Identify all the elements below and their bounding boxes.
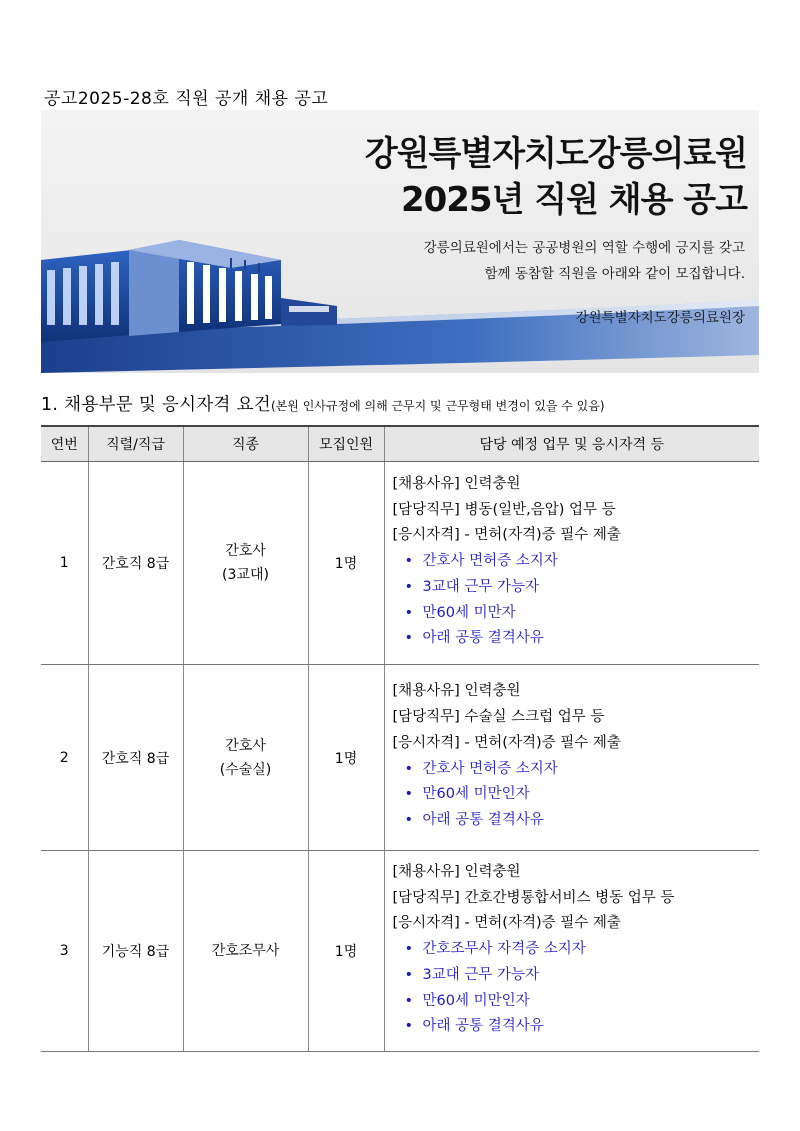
row-duty [384,851,759,1052]
section-heading [41,391,605,416]
row-count: 1명 [308,462,384,665]
row-series: 기능직 8급 [88,851,183,1052]
bullet-icon: • [404,786,414,803]
row-no: 3 [41,851,88,1052]
bullet-icon: • [404,604,414,621]
banner-intro-line1: 강릉의료원에서는 공공병원의 역할 수행에 긍지를 갖고 [423,240,745,256]
table-row [41,462,759,665]
row-no: 1 [41,462,88,665]
row-count: 1명 [308,665,384,851]
header-banner [41,110,759,373]
bullet-icon: • [404,966,414,983]
row-reason: [채용사유] 인력충원 [392,863,521,880]
row-no: 2 [41,665,88,851]
requirement-item: • 만60세 미만자 [393,601,754,627]
table-row [41,665,759,851]
row-job-line2: (수술실) [219,761,272,778]
requirement-item: • 간호사 면허증 소지자 [393,549,754,575]
bullet-icon: • [404,630,414,647]
bullet-icon: • [404,992,414,1009]
header-no: 연번 [41,426,88,462]
row-series: 간호직 8급 [88,462,183,665]
row-job [183,851,308,1052]
bullet-icon: • [404,1018,414,1035]
row-job-line1: 간호조무사 [211,943,280,959]
section-title: 1. 채용부문 및 응시자격 요건 [41,395,272,415]
banner-signer: 강원특별자치도강릉의료원장 [575,310,745,326]
row-qualification: [응시자격] - 면허(자격)증 필수 제출 [392,527,621,544]
header-duty: 담당 예정 업무 및 응시자격 등 [384,426,759,462]
bullet-icon: • [404,760,414,777]
requirement-item: • 간호사 면허증 소지자 [393,757,754,783]
table-header-row [41,426,759,462]
row-assigned-duty: [담당직무] 간호간병통합서비스 병동 업무 등 [392,889,675,906]
section-note: (본원 인사규정에 의해 근무지 및 근무형태 변경이 있을 수 있음) [271,399,605,413]
requirement-item: • 만60세 미만인자 [393,782,754,808]
row-duty [384,462,759,665]
row-qualification: [응시자격] - 면허(자격)증 필수 제출 [392,915,621,932]
row-reason: [채용사유] 인력충원 [392,683,521,700]
row-count: 1명 [308,851,384,1052]
row-job-line2: (3교대) [222,567,269,583]
banner-title-line1: 강원특별자치도강릉의료원 [364,134,747,174]
requirement-item: • 아래 공통 결격사유 [393,1014,754,1040]
bullet-icon: • [404,941,414,958]
requirement-item: • 아래 공통 결격사유 [393,626,754,652]
banner-title-line2: 2025년 직원 채용 공고 [400,180,747,220]
row-job-line1: 간호사 [225,737,266,754]
requirement-item: • 만60세 미만인자 [393,989,754,1015]
header-count: 모집인원 [308,426,384,462]
row-qualification: [응시자격] - 면허(자격)증 필수 제출 [392,734,621,751]
header-job: 직종 [183,426,308,462]
recruitment-table [41,425,759,1052]
row-duty [384,665,759,851]
header-series: 직렬/직급 [88,426,183,462]
bullet-icon: • [404,553,414,570]
row-job-line1: 간호사 [225,543,266,559]
row-series: 간호직 8급 [88,665,183,851]
notice-number: 공고2025-28호 직원 공개 채용 공고 [44,89,329,109]
row-job [183,665,308,851]
row-reason: [채용사유] 인력충원 [392,475,521,492]
table-row [41,851,759,1052]
banner-intro-line2: 함께 동참할 직원을 아래와 같이 모집합니다. [484,266,745,282]
requirement-item: • 아래 공통 결격사유 [393,808,754,834]
row-assigned-duty: [담당직무] 병동(일반,음압) 업무 등 [392,501,616,518]
requirement-item: • 3교대 근무 가능자 [393,575,754,601]
requirement-item: • 간호조무사 자격증 소지자 [393,937,754,963]
row-assigned-duty: [담당직무] 수술실 스크럽 업무 등 [392,708,605,725]
row-job [183,462,308,665]
bullet-icon: • [404,578,414,595]
requirement-item: • 3교대 근무 가능자 [393,963,754,989]
bullet-icon: • [404,812,414,829]
